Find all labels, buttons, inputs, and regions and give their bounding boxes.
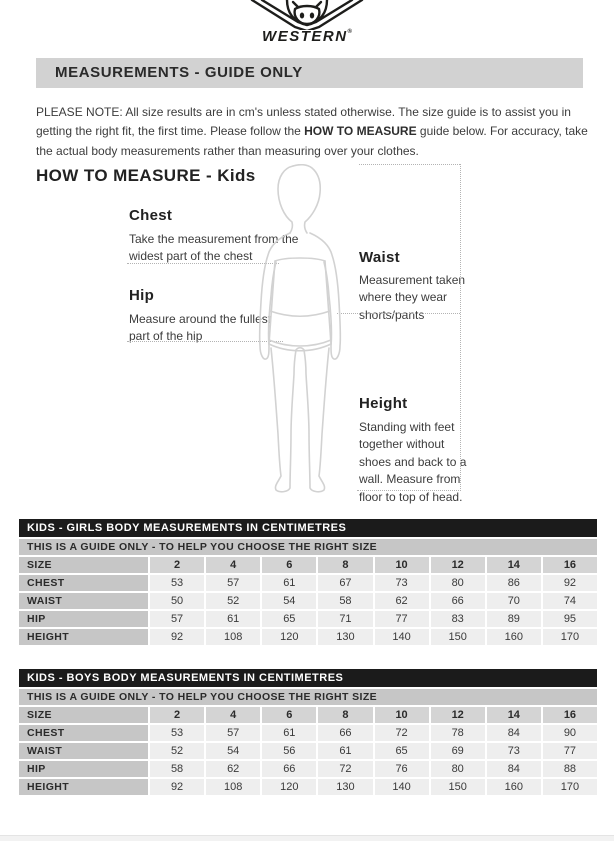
floor-guide-line (357, 490, 461, 491)
measurement-cell: 61 (262, 725, 316, 741)
boys-table-subtitle: THIS IS A GUIDE ONLY - TO HELP YOU CHOOSE THE RIGHT SIZE (19, 689, 597, 705)
measurement-cell: 92 (543, 575, 597, 591)
measurement-cell: 52 (206, 593, 260, 609)
measurement-cell: 57 (150, 611, 204, 627)
table-row (19, 575, 597, 591)
next-section-edge (0, 835, 614, 841)
measurement-cell: 58 (150, 761, 204, 777)
measurement-cell: 72 (318, 761, 372, 777)
measurement-cell: 72 (375, 725, 429, 741)
girls-table-subtitle: THIS IS A GUIDE ONLY - TO HELP YOU CHOOSE THE RIGHT SIZE (19, 539, 597, 555)
size-col-header: 16 (543, 707, 597, 723)
size-col-header: 6 (262, 707, 316, 723)
row-label: HIP (19, 611, 148, 627)
row-label: HEIGHT (19, 779, 148, 795)
height-guide-line-vertical (460, 164, 461, 491)
size-col-header: 8 (318, 557, 372, 573)
waist-label: Waist (359, 249, 400, 266)
measurement-cell: 70 (487, 593, 541, 609)
note-text-2: guide below. For accuracy, take the actual body measurements rather than measuring over your clothes. (36, 124, 588, 158)
table-row (19, 557, 597, 573)
measurement-cell: 62 (206, 761, 260, 777)
measurement-cell: 61 (318, 743, 372, 759)
measurement-cell: 92 (150, 779, 204, 795)
measurement-cell: 65 (262, 611, 316, 627)
table-row (19, 725, 597, 741)
measurement-cell: 77 (543, 743, 597, 759)
chest-label: Chest (129, 207, 173, 224)
measurement-cell: 140 (375, 779, 429, 795)
measurement-cell: 76 (375, 761, 429, 777)
size-col-header: 2 (150, 557, 204, 573)
size-col-header: 10 (375, 707, 429, 723)
measurement-cell: 80 (431, 575, 485, 591)
measurement-cell: 84 (487, 761, 541, 777)
brand-logo (247, 0, 367, 45)
chest-description: Take the measurement from the widest part of the chest (129, 232, 299, 264)
measurement-cell: 78 (431, 725, 485, 741)
size-col-header: 6 (262, 557, 316, 573)
measurement-cell: 160 (487, 629, 541, 645)
measurement-cell: 66 (318, 725, 372, 741)
measurement-cell: 74 (543, 593, 597, 609)
boys-table-title: KIDS - BOYS BODY MEASUREMENTS IN CENTIMETRES (19, 669, 597, 687)
row-label: CHEST (19, 725, 148, 741)
measurement-cell: 53 (150, 725, 204, 741)
measurement-cell: 53 (150, 575, 204, 591)
girls-table-title: KIDS - GIRLS BODY MEASUREMENTS IN CENTIMETRES (19, 519, 597, 537)
measurement-cell: 83 (431, 611, 485, 627)
measurement-cell: 73 (487, 743, 541, 759)
measurement-cell: 140 (375, 629, 429, 645)
measurement-cell: 58 (318, 593, 372, 609)
row-label: WAIST (19, 743, 148, 759)
measurement-cell: 57 (206, 725, 260, 741)
table-row (19, 761, 597, 777)
page-title: MEASUREMENTS - GUIDE ONLY (36, 58, 583, 88)
measurement-cell: 108 (206, 779, 260, 795)
measurement-cell: 90 (543, 725, 597, 741)
measurement-cell: 89 (487, 611, 541, 627)
girls-measurements-table (19, 519, 597, 645)
measurement-cell: 120 (262, 779, 316, 795)
measurement-cell: 52 (150, 743, 204, 759)
bull-head-logo-icon (249, 0, 365, 30)
size-col-header: 8 (318, 707, 372, 723)
measurement-cell: 108 (206, 629, 260, 645)
measurement-cell: 56 (262, 743, 316, 759)
measurement-cell: 71 (318, 611, 372, 627)
row-label: HEIGHT (19, 629, 148, 645)
table-row (19, 707, 597, 723)
table-row (19, 743, 597, 759)
measurement-cell: 170 (543, 629, 597, 645)
measurement-cell: 150 (431, 779, 485, 795)
height-description: Standing with feet together without shoes and back to a wall. Measure from floor to top of head. (359, 420, 467, 504)
size-col-header: 4 (206, 557, 260, 573)
measurement-cell: 150 (431, 629, 485, 645)
measurement-cell: 86 (487, 575, 541, 591)
registered-mark: ® (347, 29, 352, 35)
size-col-header: 16 (543, 557, 597, 573)
measurement-cell: 69 (431, 743, 485, 759)
measurement-cell: 120 (262, 629, 316, 645)
measurement-cell: 61 (262, 575, 316, 591)
measurement-cell: 50 (150, 593, 204, 609)
measurement-cell: 130 (318, 779, 372, 795)
size-col-header: 14 (487, 557, 541, 573)
measurement-cell: 77 (375, 611, 429, 627)
size-guide-note (36, 103, 588, 161)
row-label: SIZE (19, 557, 148, 573)
row-label: WAIST (19, 593, 148, 609)
note-text-1: PLEASE NOTE: All size results are in cm's unless stated otherwise. The size guide is to assist you in getting the right fit, the first time. Please follow the (36, 105, 571, 139)
size-col-header: 12 (431, 707, 485, 723)
table-row (19, 611, 597, 627)
size-col-header: 10 (375, 557, 429, 573)
how-to-measure-title: HOW TO MEASURE - Kids (36, 166, 256, 185)
measurement-cell: 61 (206, 611, 260, 627)
height-label: Height (359, 395, 408, 412)
row-label: SIZE (19, 707, 148, 723)
measurement-cell: 66 (262, 761, 316, 777)
table-row (19, 779, 597, 795)
measurement-cell: 67 (318, 575, 372, 591)
head-top-guide-line (359, 164, 460, 165)
waist-description: Measurement taken where they wear shorts/pants (359, 273, 466, 322)
measurement-cell: 88 (543, 761, 597, 777)
row-label: CHEST (19, 575, 148, 591)
measurement-cell: 170 (543, 779, 597, 795)
child-figure-illustration (238, 164, 362, 500)
measurement-cell: 95 (543, 611, 597, 627)
brand-name: WESTERN® (262, 28, 352, 45)
size-col-header: 4 (206, 707, 260, 723)
hip-label: Hip (129, 287, 155, 304)
measurement-cell: 73 (375, 575, 429, 591)
size-col-header: 2 (150, 707, 204, 723)
hip-description: Measure around the fullest part of the hip (129, 312, 272, 344)
measurement-cell: 80 (431, 761, 485, 777)
measurement-cell: 57 (206, 575, 260, 591)
table-row (19, 593, 597, 609)
table-row (19, 629, 597, 645)
measurement-cell: 66 (431, 593, 485, 609)
measurement-cell: 92 (150, 629, 204, 645)
measurement-cell: 84 (487, 725, 541, 741)
measurement-cell: 130 (318, 629, 372, 645)
measurement-cell: 160 (487, 779, 541, 795)
measurement-cell: 54 (206, 743, 260, 759)
size-col-header: 14 (487, 707, 541, 723)
measurement-cell: 54 (262, 593, 316, 609)
note-bold: HOW TO MEASURE (304, 124, 417, 139)
row-label: HIP (19, 761, 148, 777)
measurement-cell: 62 (375, 593, 429, 609)
size-col-header: 12 (431, 557, 485, 573)
measurement-cell: 65 (375, 743, 429, 759)
boys-measurements-table (19, 669, 597, 795)
